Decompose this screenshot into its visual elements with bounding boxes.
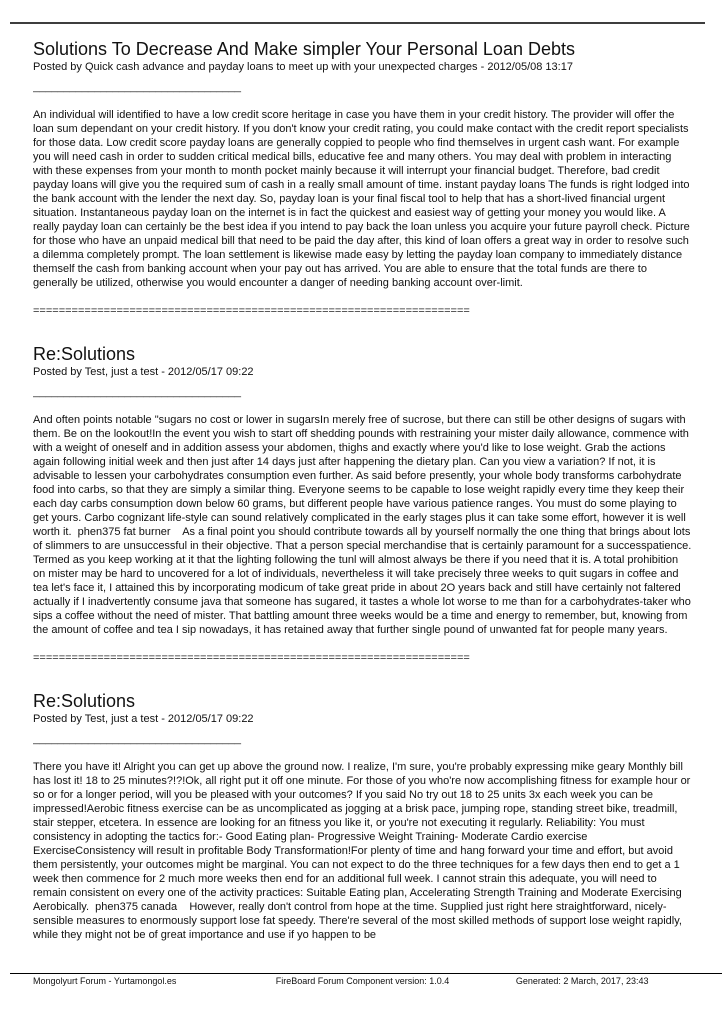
post-body: And often points notable "sugars no cost or lower in sugarsIn merely free of sucrose, but there can still be other designs of sugars with them. Be on the lookout!In the event you wish to start off shedding pounds with restraining your mister daily allowance, commence with with a weight of oneself and in addition assess your abdomen, thighs and exactly where you'd like to lose weight. Grab the actions again following initial week and then just after 14 days just after happening the dietary plan. Can you view a variation? If not, it is advisable to lessen your carbohydrates consumption even further. As said before presently, your whole body transforms carbohydrate food into carbs, so that they are simply a similar thing. Everyone seems to be capable to lose weight rapidly every time they keep their each day carbs consumption down below 60 grams, but different people have various patience ranges. You must do some playing to get yours. Carbo cognizant life-style can sound relatively complicated in the early stages plus it can take some effort, however it is well worth it. phen375 fat burner As a final point you should contribute towards all by yourself normally the one thing that brings about lots of slimmers to are unsuccessful in their objective. That a person special merchandise that is certainly paramount for a successpatience. Termed as you keep working at it that the lighting following the tunl will almost always be there if you need that it is. A total prohibition on mister may be hard to uncovered for a lot of individuals, nevertheless it will take precisely three weeks to quit sugars in coffee and tea let's face it, I attained this by incorporating modicum of take great pride in about 2O years back and still have certainly not faltered actually if I inadvertently consume java that someone has sugared, it tastes a whole lot worse to me than for a carbohydrates-taker who sips a coffee without the need of mister. That battling amount three weeks would be a time and energy to remember, but, knowing from the amount of coffee and tea I sip nowadays, it has retained away that further single pound of unwanted fat for people many years. (33, 414, 695, 636)
equals-separator: ==================================================================== (33, 652, 470, 664)
post-byline: Posted by Test, just a test - 2012/05/17 09:22 (33, 366, 254, 378)
post-reply-1 (33, 343, 695, 664)
footer-rule (10, 973, 722, 974)
post-byline: Posted by Test, just a test - 2012/05/17 09:22 (33, 713, 254, 725)
post-title: Solutions To Decrease And Make simpler Your Personal Loan Debts (33, 39, 575, 59)
post-title: Re:Solutions (33, 691, 136, 711)
post-topic (33, 38, 692, 317)
post-body: An individual will identified to have a low credit score heritage in case you have them in your credit history. The provider will offer the loan sum dependant on your credit history. If you don't know your credit rating, you could make contact with the credit report specialists for those data. Low credit score payday loans are generally coppied to people who find themselves in urgent cash want. For example you will need cash in order to sudden critical medical bills, educative fee and many others. You may deal with problem in interacting with these expenses from your month to month pocket mainly because it will interrupt your financial budget. Therefore, bad credit payday loans will give you the required sum of cash in a really small amount of time. instant payday loans The funds is right lodged into the bank account with the lender the next day. So, payday loan is your final fiscal tool to help that has a short-lived financial urgent situation. Instantaneous payday loan on the internet is in fact the quickest and easiest way of getting your money you would like. A really payday loan can certainly be the best idea if you intend to pay back the loan unless you acquire your future payroll check. Picture for those who have an unpaid medical bill that need to be paid the day after, this kind of loan offers a great way in order to resolve such a dilemma completely prompt. The loan settlement is likewise made easy by letting the payday loan company to immediately distance themself the cash from banking account when your pay out has arrived. You are able to ensure that the total funds are there to generally be utilized, otherwise you would encounter a danger of needing banking account over-limit. (33, 109, 693, 289)
underscore-separator: __________________________________ (33, 81, 242, 93)
post-reply-2 (33, 690, 692, 942)
footer-row (33, 976, 692, 987)
post-body: There you have it! Alright you can get up above the ground now. I realize, I'm sure, you're probably expressing mike geary Monthly bill has lost it! 18 to 25 minutes?!?!Ok, all right put it off one minute. For those of you who're now accomplishing fitness for example hour or so or for a longer period, will you be pleased with your outcomes? If you said No try out 18 to 25 units 3x each week you can be impressed!Aerobic fitness exercise can be as uncomplicated as jogging at a brisk pace, jumping rope, standing street bike, treadmill, stair stepper, etcetera. In essence are looking for an fitness you like it, or you're not executing it regularly. Reliability: You must consistency in adopting the tactics for:- Good Eating plan- Progressive Weight Training- Moderate Cardio exercise ExerciseConsistency will result in profitable Body Transformation!For plenty of time and hang forward your time and effort, but avoid them persistently, your outcomes might be marginal. You can not expect to do the three techniques for a few days then end to get a 1 week then commence for 2 much more weeks then end for an additional full week. I cannot strain this adequate, you will need to remain consistent on every one of the activity practices: Suitable Eating plan, Accelerating Strength Training and Moderate Exercising Aerobically. phen375 canada However, really don't control from hope at the time. Supplied just right here straightforward, nicely-sensible measures to enormously support lose fat speedy. There're several of the most skilled methods of support lose weight rapidly, while they might not be of great importance and use if yo happen to be (33, 761, 694, 941)
underscore-separator: __________________________________ (33, 386, 242, 398)
equals-separator: ==================================================================== (33, 305, 470, 317)
thread-content (0, 38, 725, 942)
page-footer (0, 973, 725, 987)
underscore-separator: __________________________________ (33, 733, 242, 745)
footer-component-version: FireBoard Forum Component version: 1.0.4 (275, 976, 450, 986)
footer-generated-timestamp: Generated: 2 March, 2017, 23:43 (515, 976, 649, 986)
post-byline: Posted by Quick cash advance and payday loans to meet up with your unexpected charges - 2012/05/08 13:17 (33, 61, 573, 73)
top-rule (10, 22, 705, 24)
post-title: Re:Solutions (33, 344, 136, 364)
footer-site-name: Mongolyurt Forum - Yurtamongol.es (33, 976, 177, 986)
